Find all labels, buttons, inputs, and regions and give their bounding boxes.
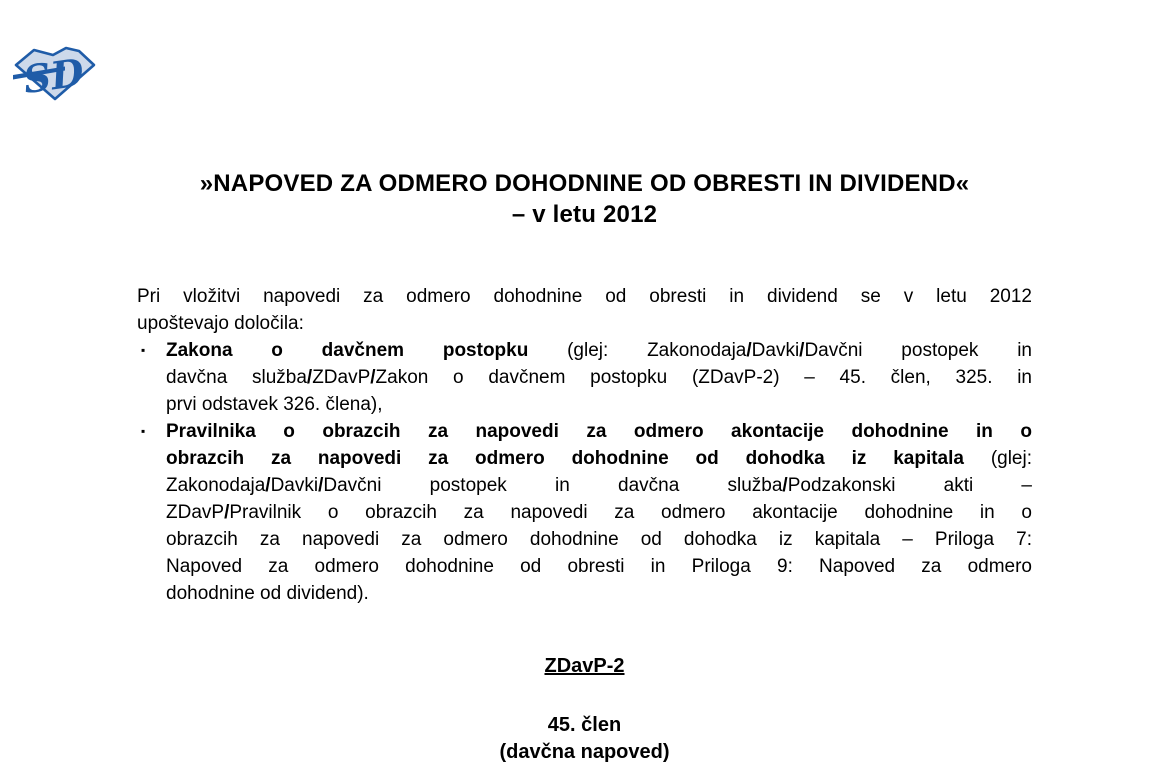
- law-heading: [137, 653, 1032, 680]
- sd-diamond-logo: [13, 45, 97, 102]
- text-line: Pri vložitvi napovedi za odmero dohodnine od obresti in dividend se v letu 2012: [137, 286, 1032, 307]
- document-title-line-2: – v letu 2012: [511, 201, 658, 228]
- text-line: Pravilnika o obrazcih za napovedi za odmero akontacije dohodnine in o: [166, 421, 1032, 442]
- bullet-text: [166, 337, 1032, 418]
- text-line: Zakonodaja/Davki/Davčni postopek in davčna služba/Podzakonski akti –: [166, 475, 1032, 496]
- bullet-list: [137, 337, 1032, 607]
- article-caption-partially-cut: (davčna napoved): [499, 741, 670, 763]
- document-title: [137, 168, 1032, 230]
- document-title-line-1: »NAPOVED ZA ODMERO DOHODNINE OD OBRESTI IN DIVIDEND«: [199, 170, 970, 197]
- logo-letters: SD: [20, 49, 87, 103]
- text-line: dohodnine od dividend).: [166, 583, 369, 604]
- bullet-text: [166, 418, 1032, 607]
- article-heading: 45. člen: [547, 714, 622, 736]
- bullet-item-zakon-o-davcnem-postopku: [137, 337, 1032, 418]
- law-heading-text: ZDavP-2: [544, 655, 625, 677]
- text-line: obrazcih za napovedi za odmero dohodnine od dohodka iz kapitala (glej:: [166, 448, 1032, 469]
- text-line: ZDavP/Pravilnik o obrazcih za napovedi za odmero akontacije dohodnine in o: [166, 502, 1032, 523]
- document-content: [137, 168, 1032, 766]
- text-line: obrazcih za napovedi za odmero dohodnine od dohodka iz kapitala – Priloga 7:: [166, 529, 1032, 550]
- text-line: Napoved za odmero dohodnine od obresti in Priloga 9: Napoved za odmero: [166, 556, 1032, 577]
- bullet-square-marker: ▪: [141, 424, 146, 438]
- bullet-item-pravilnik-o-obrazcih: [137, 418, 1032, 607]
- text-line: upoštevajo določila:: [137, 313, 304, 334]
- bullet-square-marker: ▪: [141, 343, 146, 357]
- text-line: davčna služba/ZDavP/Zakon o davčnem postopku (ZDavP-2) – 45. člen, 325. in: [166, 367, 1033, 388]
- text-line: Zakona o davčnem postopku (glej: Zakonodaja/Davki/Davčni postopek in: [166, 340, 1032, 361]
- intro-paragraph: [137, 283, 1032, 337]
- text-line: prvi odstavek 326. člena),: [166, 394, 383, 415]
